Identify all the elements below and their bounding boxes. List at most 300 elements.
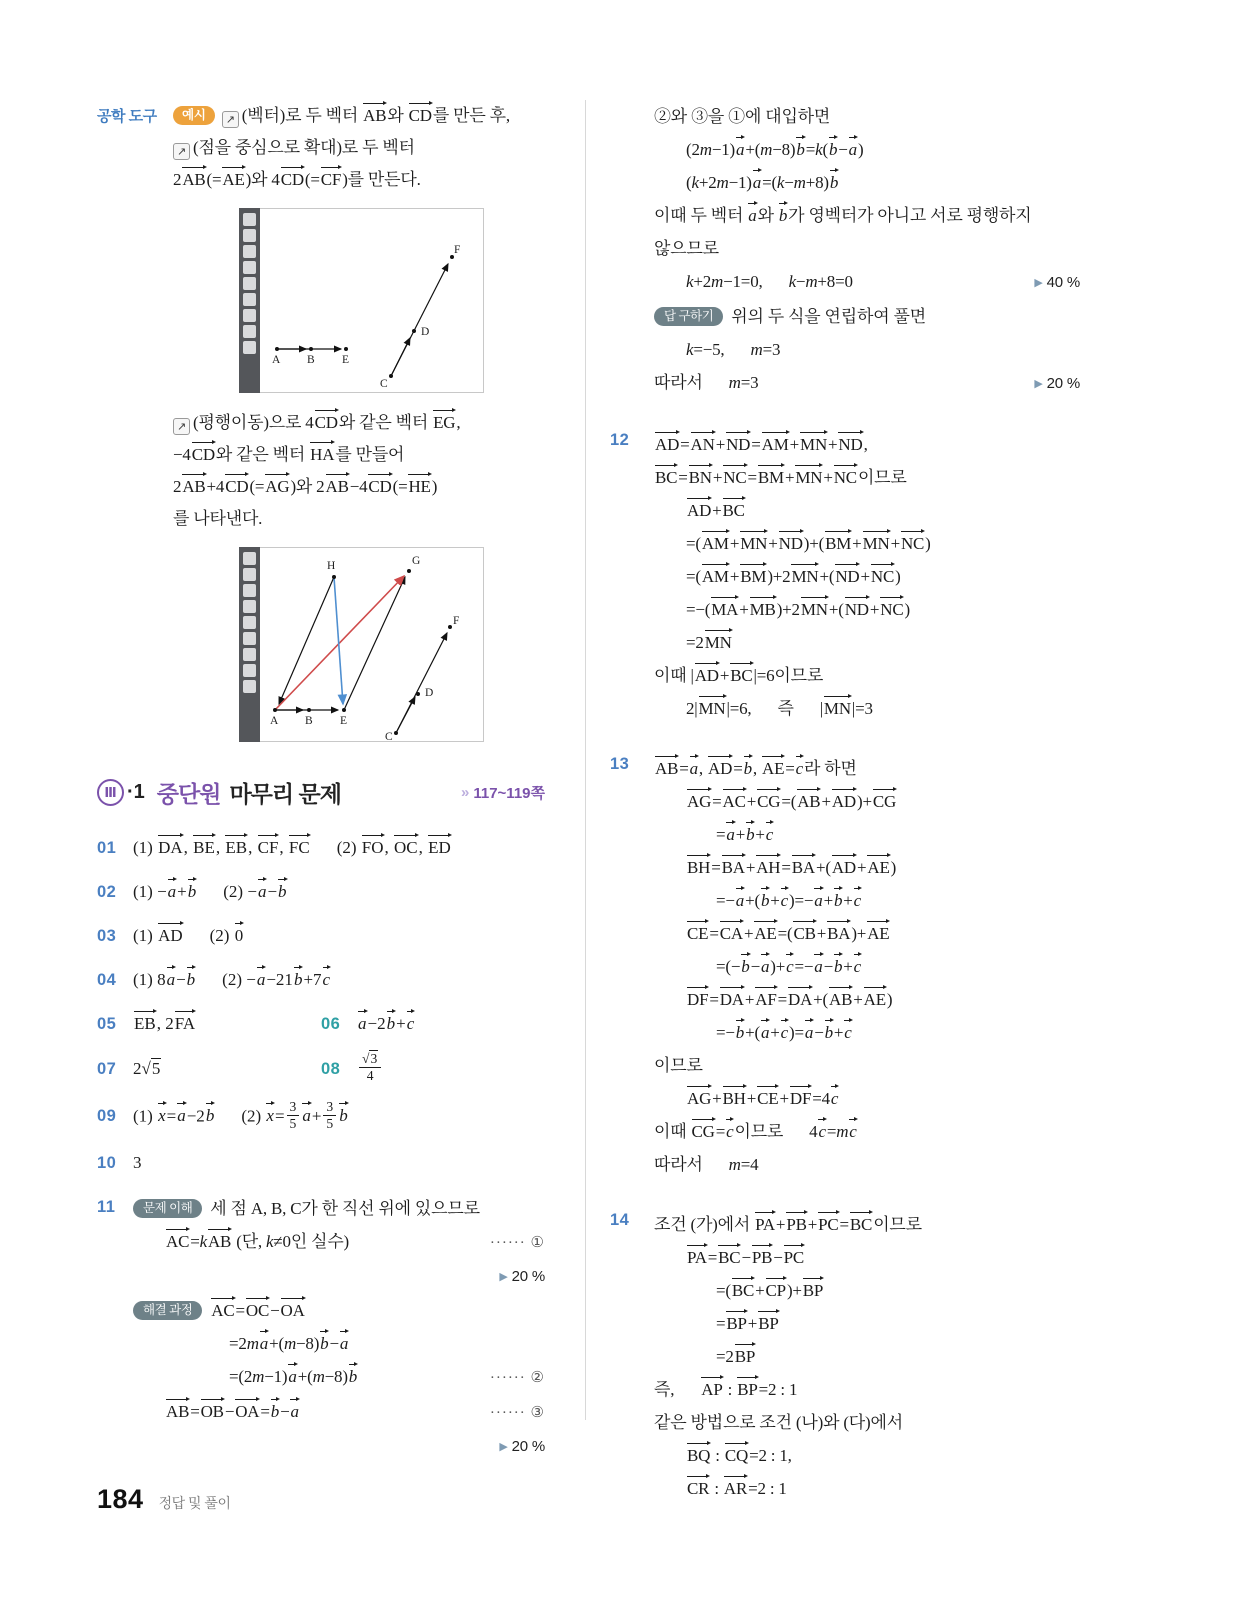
vector: ND xyxy=(726,435,751,454)
paragraph-text: 를 나타낸다. xyxy=(173,509,263,528)
math-var: k xyxy=(199,1232,207,1252)
vector: OC xyxy=(394,838,418,857)
solution-line xyxy=(686,1241,1080,1274)
vector: a xyxy=(177,1106,186,1126)
math-var: k xyxy=(686,340,694,359)
point-label: D xyxy=(425,687,434,699)
vector: x xyxy=(266,1106,274,1126)
solution-block-13 xyxy=(610,752,1080,1181)
vector: AM xyxy=(701,534,729,553)
math-text: k=−5, m=3 xyxy=(686,340,781,359)
math-text: AD+BC xyxy=(687,501,745,520)
vector: AD xyxy=(831,792,856,811)
step-badge: 해결 과정 xyxy=(133,1301,202,1320)
math-text: k+2m−1=0, k−m+8=0 xyxy=(686,272,853,291)
answer-text: 3 xyxy=(133,1153,142,1173)
math-var: k xyxy=(266,1232,274,1252)
vector: BC xyxy=(718,1248,741,1267)
vector: b xyxy=(833,957,843,976)
problem-number: 04 xyxy=(97,971,117,989)
vector: MA xyxy=(711,600,739,619)
math-var: m xyxy=(711,272,724,291)
vector: EG xyxy=(433,413,456,432)
math-text: PA=BC−PB−PC xyxy=(687,1248,805,1267)
math-text: AG+BH+CE+DF=4c xyxy=(687,1089,839,1108)
problem-number: 01 xyxy=(97,839,117,857)
vector: b xyxy=(833,891,843,910)
paragraph-text: 2AB(=AE)와 4CD(=CF)를 만든다. xyxy=(173,170,421,189)
vector: a xyxy=(259,1334,269,1354)
math-text: (k+2m−1)a=(k−m+8)b xyxy=(686,173,839,192)
vector: NC xyxy=(833,468,857,487)
vector: AN xyxy=(690,435,715,454)
vector: BP xyxy=(802,1281,824,1300)
problem-number: 07 xyxy=(97,1059,117,1078)
vector: CD xyxy=(280,170,304,189)
left-column xyxy=(97,100,545,1478)
vector: BC xyxy=(722,501,745,520)
vector: c xyxy=(795,759,804,778)
vector: NC xyxy=(880,600,904,619)
paragraph-text: ↗ (점을 중심으로 확대)로 두 벡터 xyxy=(173,138,415,157)
math-text: DF=DA+AF=DA+(AB+AE) xyxy=(687,990,893,1009)
vector: c xyxy=(849,1122,857,1141)
vector: CE xyxy=(757,1089,779,1108)
math-text: 조건 (가)에서 PA+PB+PC=BC이므로 xyxy=(654,1215,922,1234)
vector: CD xyxy=(191,445,215,464)
problem-number: 10 xyxy=(97,1154,117,1173)
vector: a xyxy=(752,173,762,192)
vector: CB xyxy=(793,924,816,943)
vector: AB xyxy=(166,1402,190,1422)
solution-line xyxy=(654,300,1080,333)
solution-line xyxy=(654,1049,1080,1082)
vector: c xyxy=(818,1122,826,1141)
vector: BP xyxy=(734,1347,756,1366)
page-range-text: 117~119쪽 xyxy=(473,785,545,802)
solution-line xyxy=(686,494,1080,527)
vector: b xyxy=(186,970,196,989)
paragraph-line xyxy=(173,407,545,439)
vector: BA xyxy=(721,858,745,877)
section-number: ·1 xyxy=(127,781,145,803)
answer-row xyxy=(97,965,545,995)
example-paragraph-2 xyxy=(173,407,545,535)
fraction: $\frac{3}{5}$ xyxy=(323,1099,336,1133)
answer-row xyxy=(97,1148,545,1178)
vector: CG xyxy=(757,792,781,811)
math-text: 않으므로 xyxy=(654,239,719,258)
math-var: m xyxy=(836,1122,849,1141)
math-text: 위의 두 식을 연립하여 풀면 xyxy=(731,307,926,326)
math-var: k xyxy=(691,173,699,192)
vector: a xyxy=(814,891,823,910)
vector: b xyxy=(320,1334,329,1354)
vector: b xyxy=(796,140,805,159)
solution-line xyxy=(654,659,1080,692)
vector: b xyxy=(386,1014,396,1033)
problem-number: 11 xyxy=(97,1198,116,1217)
vector: b xyxy=(278,882,287,901)
geogebra-screenshot-2 xyxy=(239,547,484,742)
score-arrow-icon: ▶ xyxy=(1034,378,1043,390)
solution-line xyxy=(716,950,1080,983)
math-text: =2BP xyxy=(716,1347,756,1366)
problem-number: 09 xyxy=(97,1107,117,1126)
paragraph-line xyxy=(173,100,545,132)
solution-line xyxy=(686,593,1080,626)
vector: NC xyxy=(723,468,747,487)
problem-number: 05 xyxy=(97,1015,117,1033)
math-var: m xyxy=(716,173,729,192)
vector: c xyxy=(765,825,774,844)
vector: c xyxy=(786,957,794,976)
vector: AB xyxy=(829,990,853,1009)
vector: a xyxy=(804,1023,814,1042)
vector: PC xyxy=(783,1248,805,1267)
vector: BE xyxy=(193,838,215,857)
point-label: E xyxy=(340,715,348,727)
vector: a xyxy=(358,1014,367,1033)
point-label: B xyxy=(305,715,313,727)
vector: DA xyxy=(788,990,813,1009)
vector: BN xyxy=(688,468,712,487)
vector: PC xyxy=(818,1215,839,1234)
score-arrow-icon: ▶ xyxy=(1034,277,1043,289)
vector: a xyxy=(288,1367,297,1387)
vector: a xyxy=(848,140,857,159)
vector: CG xyxy=(872,792,897,811)
vector: AE xyxy=(867,924,890,943)
paragraph-text: ↗ (평행이동)으로 4CD와 같은 벡터 EG, xyxy=(173,413,460,432)
vector: AD xyxy=(687,501,712,520)
page-number: 184 xyxy=(97,1484,144,1514)
vector: b xyxy=(746,825,755,844)
solution-line xyxy=(716,884,1080,917)
engineering-tool-example xyxy=(97,100,545,742)
answer-text: EB, 2FA xyxy=(134,1014,196,1033)
vector: c xyxy=(830,1089,839,1108)
vector: CD xyxy=(225,477,249,496)
example-paragraph-1 xyxy=(173,100,545,196)
math-text: BQ : CQ=2 : 1, xyxy=(687,1446,792,1465)
vector: AD xyxy=(655,435,680,454)
math-text: =2ma+(m−8)b−a xyxy=(229,1334,349,1354)
vector: BH xyxy=(687,858,711,877)
answer-text: 2√5 xyxy=(133,1058,161,1078)
solution-line xyxy=(686,527,1080,560)
vector: a xyxy=(167,882,177,901)
vector: BM xyxy=(740,567,767,586)
section-header xyxy=(97,776,545,809)
solution-line xyxy=(686,333,1080,366)
math-text: =BP+BP xyxy=(716,1314,779,1333)
vector: a xyxy=(736,140,745,159)
paragraph-text: ↗ (벡터)로 두 벡터 AB와 CD를 만든 후, xyxy=(222,106,510,125)
vector: BA xyxy=(827,924,851,943)
math-text: 즉, AP : BP=2 : 1 xyxy=(654,1380,798,1399)
section-title-accent: 중단원 xyxy=(156,781,221,807)
column-divider xyxy=(585,100,586,1420)
vector: EB xyxy=(225,838,248,857)
vector: MN xyxy=(862,534,890,553)
point-label: D xyxy=(421,326,430,338)
vector: FC xyxy=(288,838,310,857)
vector: a xyxy=(339,1334,349,1354)
problem-number: 03 xyxy=(97,927,117,945)
vector: b xyxy=(828,140,838,159)
step-badge: 문제 이해 xyxy=(133,1199,202,1218)
vector: MN xyxy=(800,435,828,454)
vector: CR xyxy=(687,1479,710,1498)
solution-line xyxy=(654,199,1080,232)
step-badge: 답 구하기 xyxy=(654,307,723,326)
vector: CF xyxy=(320,170,342,189)
chapter-circle-icon xyxy=(97,779,124,806)
sqrt-radical: √3 xyxy=(362,1051,378,1066)
solution-line xyxy=(686,851,1080,884)
vector: CD xyxy=(368,477,392,496)
math-var: k xyxy=(776,173,785,192)
solution-line xyxy=(686,560,1080,593)
vector: b xyxy=(348,1367,358,1387)
tool-example-body xyxy=(173,100,545,742)
vector: b xyxy=(743,759,752,778)
vector: MN xyxy=(823,699,851,718)
vector: AG xyxy=(265,477,290,496)
math-var: m xyxy=(805,272,818,291)
math-var: m xyxy=(699,140,712,159)
math-text: AD=AN+ND=AM+MN+ND, xyxy=(655,435,868,454)
vector: a xyxy=(760,957,770,976)
math-text: =(−b−a)+c=−a−b+c xyxy=(716,957,862,976)
solution-line xyxy=(229,1360,545,1395)
vector: DA xyxy=(158,838,183,857)
vector: AD xyxy=(158,926,183,945)
vector: CF xyxy=(257,838,279,857)
vector: BP xyxy=(737,1380,758,1399)
page-footer xyxy=(97,1484,230,1515)
paragraph-text: −4CD와 같은 벡터 HA를 만들어 xyxy=(173,445,405,464)
vector: BQ xyxy=(687,1446,711,1465)
math-text: 이므로 xyxy=(654,1056,703,1075)
vector: a xyxy=(290,1402,299,1422)
solution-line xyxy=(716,1340,1080,1373)
vector: AE xyxy=(867,858,890,877)
math-text: =(AM+MN+ND)+(BM+MN+NC) xyxy=(686,534,931,553)
vector: a xyxy=(256,970,266,989)
vector: CQ xyxy=(724,1446,749,1465)
math-var: k xyxy=(815,140,823,159)
point-label: A xyxy=(272,354,281,366)
toolbar-icons xyxy=(243,552,256,693)
vector: c xyxy=(780,891,789,910)
math-text: 따라서 m=3 xyxy=(654,373,759,392)
vector: BC xyxy=(849,1215,873,1234)
vector: AD xyxy=(708,759,733,778)
point-label: C xyxy=(380,378,388,390)
vector: AC xyxy=(211,1301,235,1321)
paragraph-line xyxy=(173,439,545,471)
vector: b xyxy=(778,206,788,225)
vector: b xyxy=(339,1106,348,1126)
solution-block-14 xyxy=(610,1208,1080,1505)
solution-line xyxy=(654,752,1080,785)
math-text: 같은 방법으로 조건 (나)와 (다)에서 xyxy=(654,1413,903,1432)
vector: ED xyxy=(428,838,451,857)
equation-ref: ······ ① xyxy=(489,1235,545,1252)
vector: a xyxy=(760,1023,770,1042)
solution-line xyxy=(686,1439,1080,1472)
math-text: =(BC+CP)+BP xyxy=(716,1281,824,1300)
math-var: m xyxy=(283,1334,297,1354)
vector: AD xyxy=(831,858,856,877)
vector: HE xyxy=(408,477,431,496)
vector: MN xyxy=(795,468,823,487)
math-text: =−(MA+MB)+2MN+(ND+NC) xyxy=(686,600,910,619)
math-text: =(2m−1)a+(m−8)b xyxy=(229,1367,358,1387)
point-label: E xyxy=(342,354,350,366)
math-text: =a+b+c xyxy=(716,825,774,844)
math-text: AB=OB−OA=b−a xyxy=(166,1402,299,1422)
math-var: k xyxy=(686,272,694,291)
score-percent: ▶ 20 % xyxy=(1034,375,1080,392)
math-text: =−a+(b+c)=−a+b+c xyxy=(716,891,862,910)
solution-line xyxy=(716,1307,1080,1340)
vector: AB xyxy=(182,477,206,496)
vector: OA xyxy=(235,1402,260,1422)
problem-number: 14 xyxy=(610,1211,630,1229)
solution-line xyxy=(133,1430,545,1464)
answer-text: (1) x=a−2b (2) x= $\frac{3}{5}$ a+ $\frac{3}{5}$ b xyxy=(133,1098,348,1131)
vector: b xyxy=(735,1023,745,1042)
vector: ND xyxy=(778,534,803,553)
vector: CE xyxy=(687,924,709,943)
math-var: m xyxy=(750,340,763,359)
paragraph-line xyxy=(173,471,545,503)
solution-line xyxy=(654,1148,1080,1181)
vector: FO xyxy=(361,838,384,857)
vector: b xyxy=(187,882,197,901)
vector: PA xyxy=(687,1248,707,1267)
score-percent: ▶ 20 % xyxy=(499,1268,545,1286)
vector: DF xyxy=(789,1089,812,1108)
vector: PB xyxy=(751,1248,773,1267)
vector: AG xyxy=(687,1089,712,1108)
point-label: B xyxy=(307,354,315,366)
vector: AB xyxy=(325,477,349,496)
solution-line xyxy=(654,1115,1080,1148)
point-label: H xyxy=(327,560,336,572)
solution-line xyxy=(686,1472,1080,1505)
solution-line xyxy=(716,1274,1080,1307)
vector: ND xyxy=(844,600,869,619)
vector: b xyxy=(829,173,839,192)
example-badge: 예시 xyxy=(173,106,215,125)
vector: BP xyxy=(758,1314,779,1333)
vector: a xyxy=(748,206,757,225)
solution-blocks xyxy=(610,100,1080,1505)
vector: BP xyxy=(726,1314,747,1333)
vector: a xyxy=(814,957,823,976)
tool-label: 공학 도구 xyxy=(97,108,157,125)
vector: AB xyxy=(655,759,679,778)
right-column xyxy=(610,100,1080,1532)
solution-line xyxy=(229,1327,545,1360)
solution-line xyxy=(133,1192,545,1225)
solution-line xyxy=(654,1208,1080,1241)
vector: AE xyxy=(222,170,245,189)
vector: b xyxy=(760,891,770,910)
score-percent: ▶ 20 % xyxy=(499,1438,545,1456)
math-var: m xyxy=(728,1155,741,1174)
vector: c xyxy=(844,1023,852,1042)
solution-line xyxy=(686,1082,1080,1115)
point-label: G xyxy=(412,555,421,567)
vector: x xyxy=(158,1106,166,1126)
vector: c xyxy=(726,1122,734,1141)
vector: AB xyxy=(797,792,821,811)
answer-row xyxy=(97,833,545,863)
solution-line xyxy=(133,1294,545,1327)
math-text: CE=CA+AE=(CB+BA)+AE xyxy=(687,924,890,943)
translate-tool-icon: ↗ xyxy=(173,418,190,435)
vector: CD xyxy=(408,106,432,125)
solution-line xyxy=(686,983,1080,1016)
solution-line xyxy=(654,461,1080,494)
vector: AE xyxy=(754,924,777,943)
vector: BH xyxy=(722,1089,746,1108)
answer-row xyxy=(97,921,545,951)
vector: CG xyxy=(691,1122,715,1141)
solution-line xyxy=(686,785,1080,818)
vector: 0 xyxy=(234,926,244,945)
solution-line xyxy=(654,428,1080,461)
math-text: =2MN xyxy=(686,633,732,652)
vector: c xyxy=(322,970,331,989)
solution-line xyxy=(716,1016,1080,1049)
solution-line xyxy=(654,366,1080,401)
vector: c xyxy=(853,957,862,976)
vector: b xyxy=(205,1106,215,1126)
vector: AB xyxy=(207,1232,232,1252)
fraction: $\frac{3}{5}$ xyxy=(287,1099,300,1133)
math-text: 따라서 m=4 xyxy=(654,1155,759,1174)
vector: BA xyxy=(791,858,815,877)
vector: b xyxy=(824,1023,833,1042)
vector: CA xyxy=(719,924,743,943)
math-var: m xyxy=(760,140,773,159)
solution-line xyxy=(686,166,1080,199)
answer-text: (1) −a+b (2) −a−b xyxy=(133,882,287,901)
solution-continuation xyxy=(610,100,1080,401)
vector: AC xyxy=(166,1232,190,1252)
vector: a xyxy=(166,970,176,989)
solution-line xyxy=(686,626,1080,659)
paragraph-text: 2AB+4CD(=AG)와 2AB−4CD(=HE) xyxy=(173,477,438,496)
math-text: =(AM+BM)+2MN+(ND+NC) xyxy=(686,567,901,586)
solution-line xyxy=(686,692,1080,725)
solution-line xyxy=(654,100,1080,133)
solution-line xyxy=(165,1225,545,1260)
vector: MN xyxy=(698,699,726,718)
equation-ref: ······ ③ xyxy=(489,1405,545,1422)
solution-line xyxy=(654,1373,1080,1406)
math-text: 세 점 A, B, C가 한 직선 위에 있으므로 xyxy=(210,1199,480,1219)
answer-text: (1) AD (2) 0 xyxy=(133,926,244,945)
vector: a xyxy=(735,891,745,910)
vector: DA xyxy=(719,990,744,1009)
